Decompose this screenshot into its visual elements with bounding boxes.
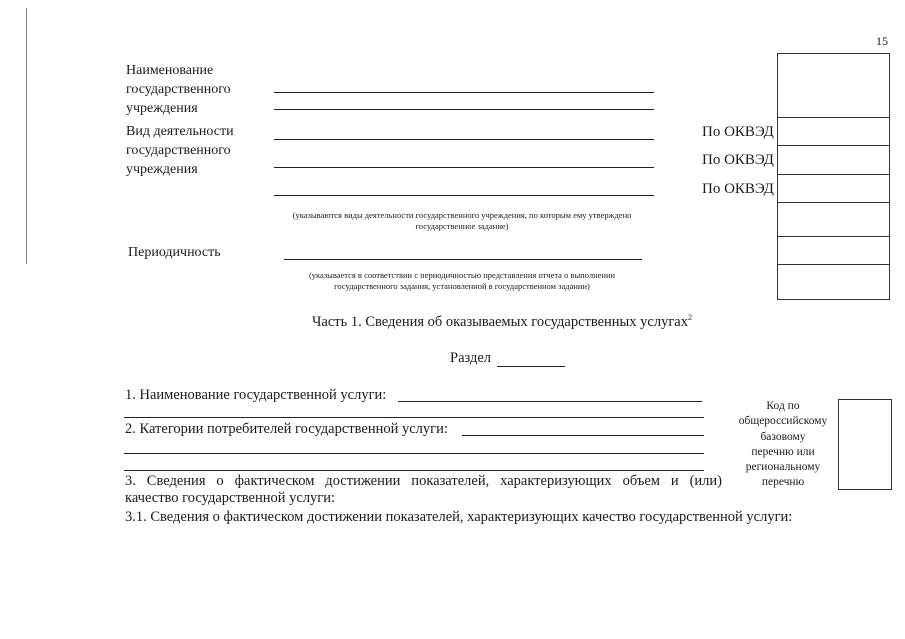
okved-label-2: По ОКВЭД xyxy=(702,152,774,168)
service-name-field-line-1[interactable] xyxy=(398,401,702,402)
activity-field-line-3[interactable] xyxy=(274,195,654,196)
consumer-category-field-line-2[interactable] xyxy=(124,453,704,454)
activity-field-line-1[interactable] xyxy=(274,139,654,140)
periodicity-field-line[interactable] xyxy=(284,259,642,260)
item-1-label: 1. Наименование государственной услуги: xyxy=(125,387,387,403)
codes-table-divider-5 xyxy=(777,236,890,237)
periodicity-label: Периодичность xyxy=(128,245,221,260)
activity-note: (указываются виды деятельности государственного учреждения, по которым ему утверждено государственное задание) xyxy=(292,210,632,231)
part-title: Часть 1. Сведения об оказываемых государственных услугах$^2$ xyxy=(312,313,692,330)
codes-table-divider-4 xyxy=(777,202,890,203)
institution-name-field-line-1[interactable] xyxy=(274,92,654,93)
item-3-line-1: 3. Сведения о фактическом достижении показателей, характеризующих объем и (или) xyxy=(125,473,722,489)
item-3-1-label: 3.1. Сведения о фактическом достижении показателей, характеризующих качество государственной услуги: xyxy=(125,509,793,525)
service-name-field-line-2[interactable] xyxy=(124,417,704,418)
item-3-line-2: качество государственной услуги: xyxy=(125,490,336,506)
left-margin-rule xyxy=(26,8,27,264)
footnote-mark: 2 xyxy=(687,313,692,322)
codes-table-divider-2 xyxy=(777,145,890,146)
okved-label-1: По ОКВЭД xyxy=(702,124,774,140)
activity-kind-label: Вид деятельности государственного учреждения xyxy=(126,124,234,177)
codes-table-divider-1 xyxy=(777,117,890,118)
consumer-category-field-line-3[interactable] xyxy=(124,470,704,471)
codes-table-divider-3 xyxy=(777,174,890,175)
section-label: Раздел xyxy=(450,350,492,366)
codes-table-divider-6 xyxy=(777,264,890,265)
okved-codes-table xyxy=(777,53,890,300)
page-number: 15 xyxy=(876,34,888,48)
base-list-code-box[interactable] xyxy=(838,399,892,490)
item-2-label: 2. Категории потребителей государственной услуги: xyxy=(125,421,448,437)
activity-field-line-2[interactable] xyxy=(274,167,654,168)
periodicity-note: (указывается в соответствии с периодичностью представления отчета о выполнении государственного задания, установленной в государственном задании) xyxy=(308,270,616,291)
base-list-code-label: Код по общероссийскому базовому перечню или региональному перечню xyxy=(738,400,828,489)
institution-name-field-line-2[interactable] xyxy=(274,109,654,110)
section-number-field[interactable] xyxy=(497,366,565,367)
institution-name-label: Наименование государственного учреждения xyxy=(126,63,231,116)
consumer-category-field-line-1[interactable] xyxy=(462,435,704,436)
okved-label-3: По ОКВЭД xyxy=(702,181,774,197)
